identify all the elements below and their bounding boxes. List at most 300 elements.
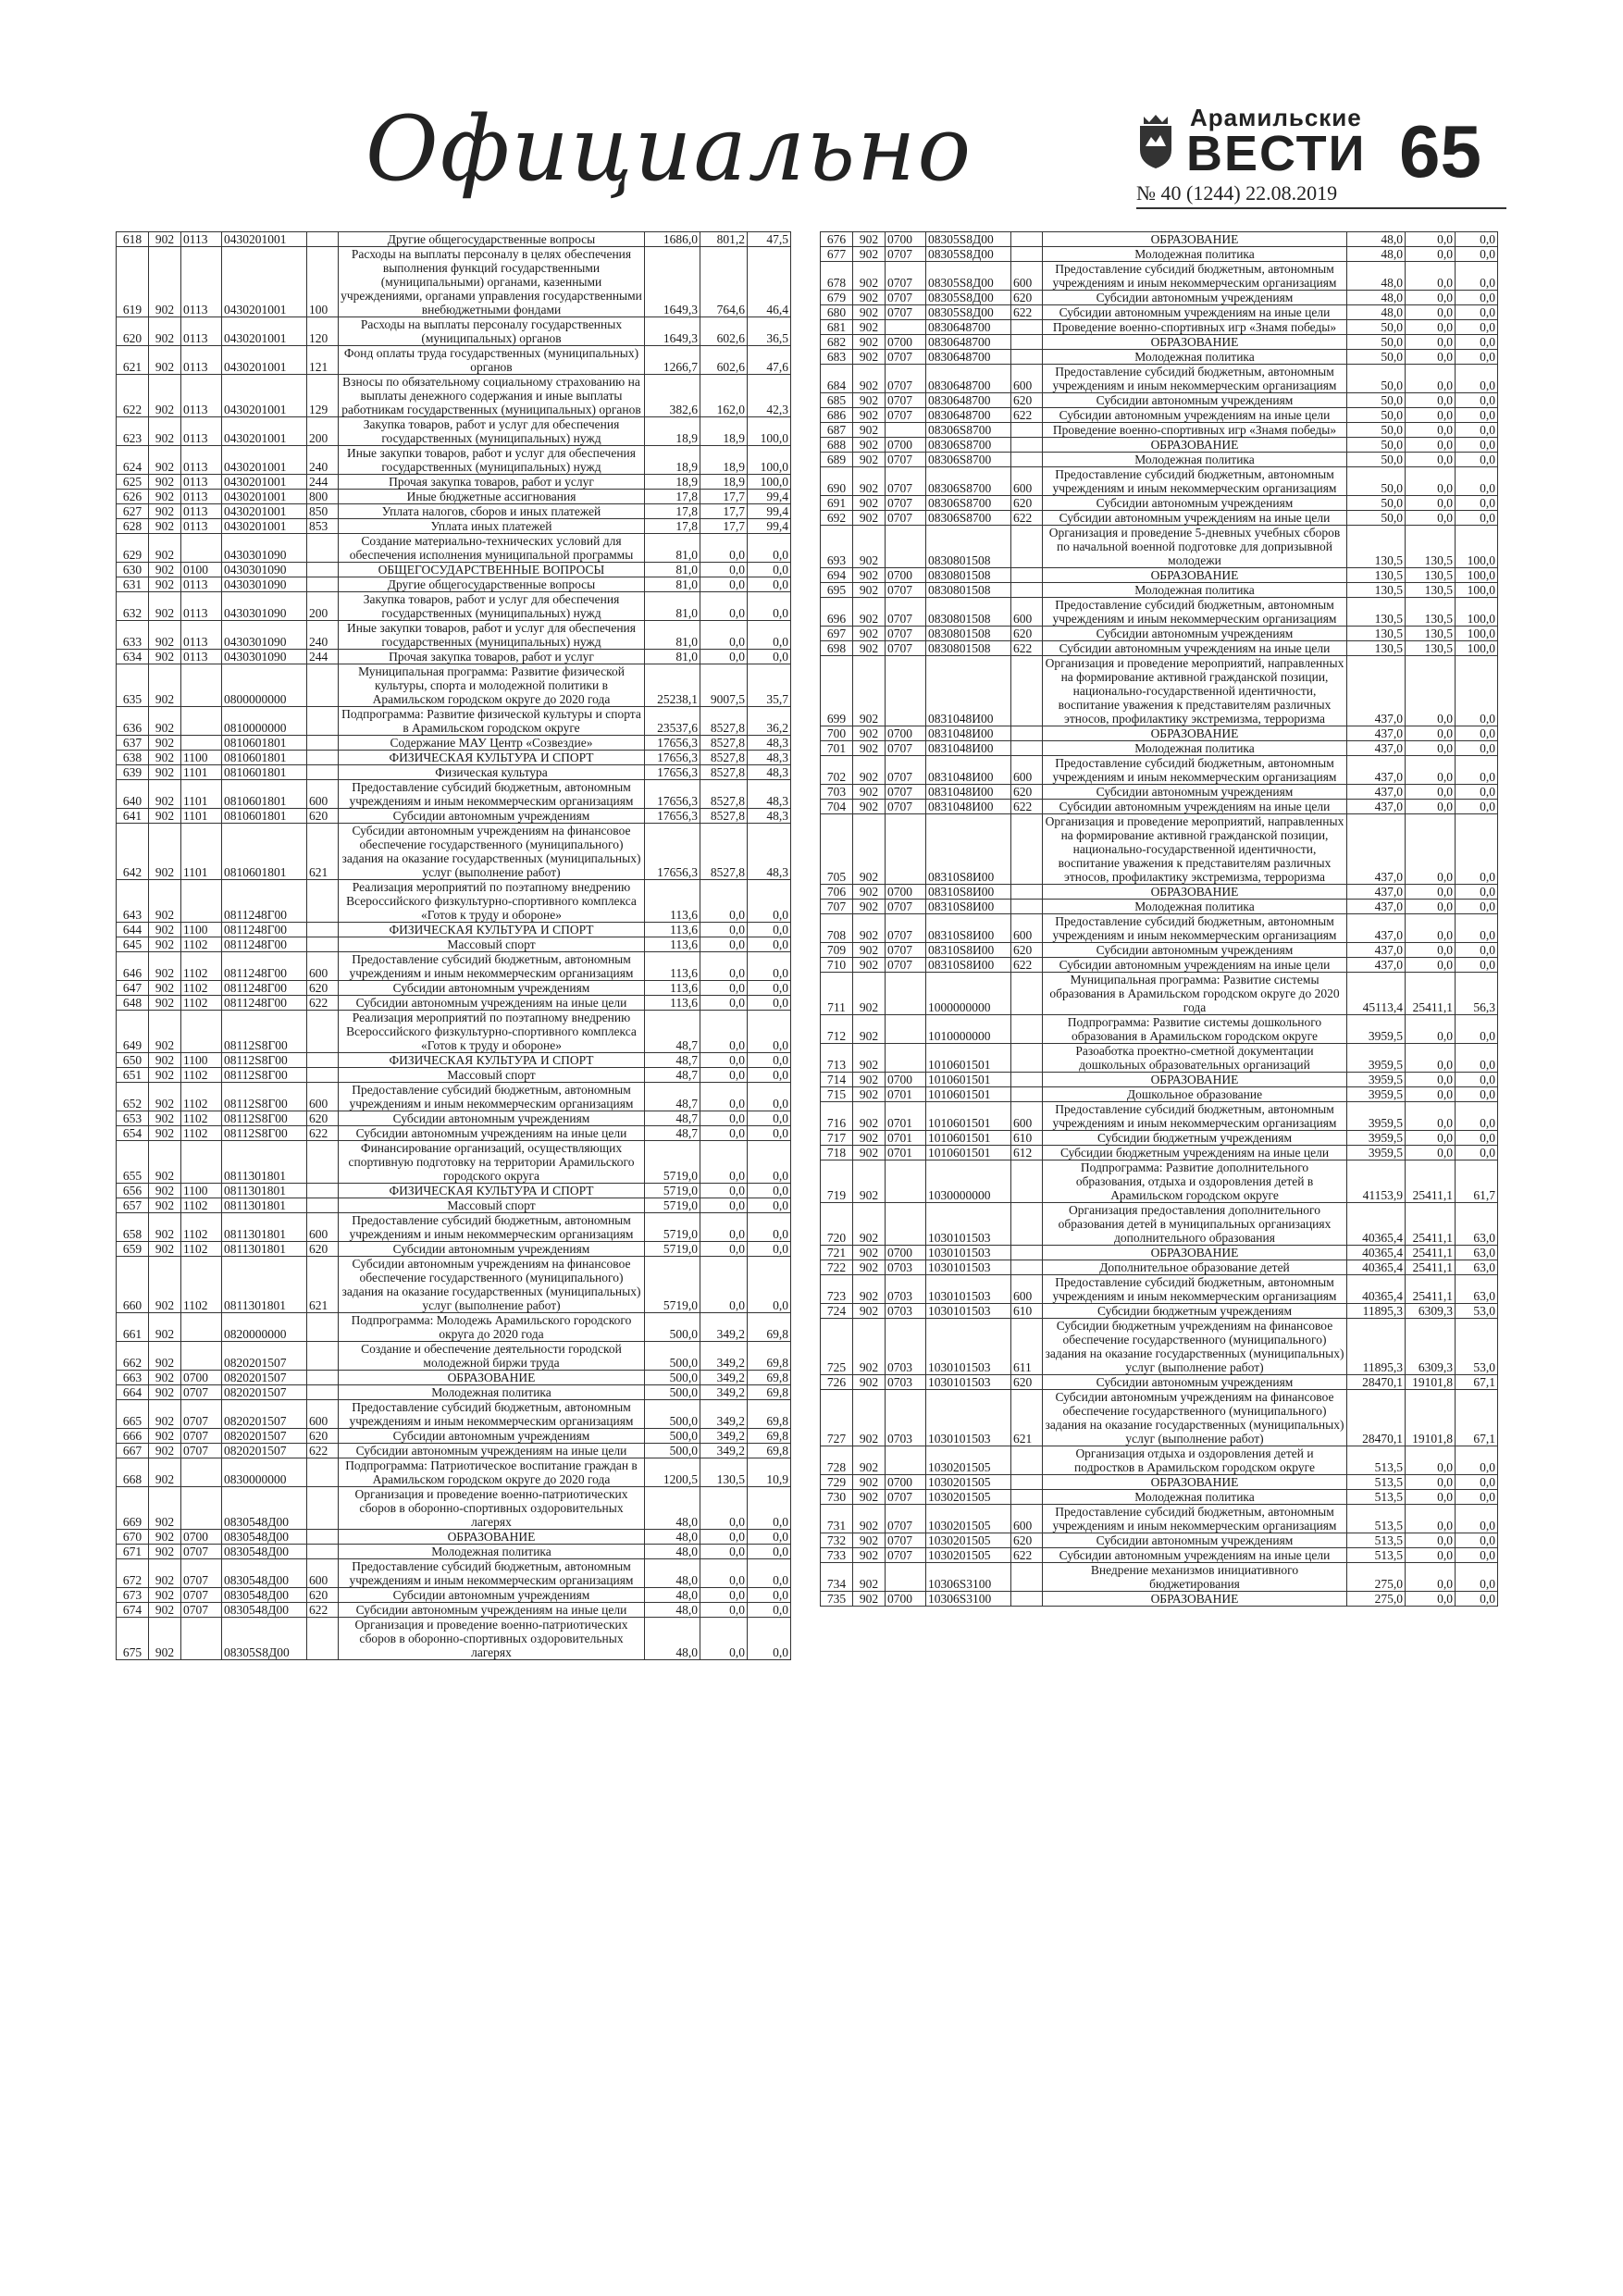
- planned-amount: 48,0: [645, 1588, 700, 1603]
- target-article-code: 0830548Д00: [222, 1603, 307, 1618]
- execution-percent: 0,0: [748, 1603, 791, 1618]
- planned-amount: 437,0: [1347, 943, 1406, 958]
- admin-code: 902: [149, 1083, 181, 1111]
- item-name: Организация и проведение военно-патриотических сборов в оборонно-спортивных оздоровительных лагерях: [339, 1618, 645, 1660]
- item-name: Внедрение механизмов инициативного бюджетирования: [1043, 1563, 1347, 1592]
- planned-amount: 17,8: [645, 519, 700, 534]
- row-number: 720: [821, 1203, 853, 1246]
- newspaper-logo: [1136, 104, 1367, 187]
- expense-type-code: 620: [307, 1588, 339, 1603]
- execution-percent: 0,0: [1456, 958, 1498, 973]
- executed-amount: 130,5: [1406, 641, 1456, 656]
- execution-percent: 63,0: [1456, 1275, 1498, 1304]
- executed-amount: 0,0: [1406, 365, 1456, 393]
- expense-type-code: 600: [1011, 914, 1043, 943]
- item-name: Реализация мероприятий по поэтапному внедрению Всероссийского физкультурно-спортивного комплекса «Готов к труду и обороне»: [339, 1011, 645, 1053]
- target-article-code: 0430301090: [222, 577, 307, 592]
- row-number: 674: [117, 1603, 149, 1618]
- executed-amount: 0,0: [700, 1198, 748, 1213]
- row-number: 628: [117, 519, 149, 534]
- target-article-code: 08306S8700: [926, 511, 1011, 526]
- table-row: [821, 656, 1498, 726]
- planned-amount: 50,0: [1347, 511, 1406, 526]
- section-code: [886, 1446, 926, 1475]
- admin-code: 902: [853, 1203, 886, 1246]
- expense-type-code: [307, 563, 339, 577]
- admin-code: 902: [149, 592, 181, 621]
- executed-amount: 801,2: [700, 232, 748, 247]
- execution-percent: 0,0: [748, 1213, 791, 1242]
- admin-code: 902: [853, 1563, 886, 1592]
- execution-percent: 0,0: [748, 1257, 791, 1313]
- execution-percent: 48,3: [748, 751, 791, 765]
- target-article-code: 08112S8Г00: [222, 1126, 307, 1141]
- item-name: ОБРАЗОВАНИЕ: [1043, 1246, 1347, 1260]
- execution-percent: 69,8: [748, 1342, 791, 1371]
- section-code: 0707: [886, 1505, 926, 1533]
- item-name: Предоставление субсидий бюджетным, автономным учреждениям и иным некоммерческим организациям: [1043, 1275, 1347, 1304]
- row-number: 716: [821, 1102, 853, 1131]
- row-number: 704: [821, 800, 853, 814]
- executed-amount: 0,0: [700, 1141, 748, 1184]
- section-code: 0703: [886, 1260, 926, 1275]
- section-code: 0707: [886, 914, 926, 943]
- admin-code: 902: [149, 1141, 181, 1184]
- execution-percent: 0,0: [1456, 305, 1498, 320]
- executed-amount: 130,5: [1406, 583, 1456, 598]
- table-row: [117, 1458, 791, 1487]
- item-name: Подпрограмма: Патриотическое воспитание граждан в Арамильском городском округе до 2020 года: [339, 1458, 645, 1487]
- row-number: 710: [821, 958, 853, 973]
- target-article-code: 0811301801: [222, 1213, 307, 1242]
- table-row: [821, 900, 1498, 914]
- section-code: 0707: [886, 627, 926, 641]
- section-code: 1102: [181, 1257, 222, 1313]
- item-name: Субсидии автономным учреждениям на иные цели: [1043, 1548, 1347, 1563]
- table-row: [821, 756, 1498, 785]
- target-article-code: 0810601801: [222, 824, 307, 880]
- table-row: [821, 641, 1498, 656]
- table-row: [117, 824, 791, 880]
- execution-percent: 0,0: [1456, 1087, 1498, 1102]
- table-row: [821, 232, 1498, 247]
- execution-percent: 0,0: [1456, 1505, 1498, 1533]
- planned-amount: 500,0: [645, 1342, 700, 1371]
- item-name: ОБРАЗОВАНИЕ: [1043, 885, 1347, 900]
- executed-amount: 0,0: [700, 1053, 748, 1068]
- expense-type-code: 620: [307, 809, 339, 824]
- planned-amount: 437,0: [1347, 814, 1406, 885]
- target-article-code: 0830648700: [926, 365, 1011, 393]
- expense-type-code: [307, 1053, 339, 1068]
- row-number: 682: [821, 335, 853, 350]
- execution-percent: 0,0: [748, 1530, 791, 1545]
- row-number: 623: [117, 417, 149, 446]
- target-article-code: 0830801508: [926, 627, 1011, 641]
- expense-type-code: [1011, 656, 1043, 726]
- admin-code: 902: [853, 1015, 886, 1044]
- execution-percent: 0,0: [748, 592, 791, 621]
- target-article-code: 1030201505: [926, 1490, 1011, 1505]
- target-article-code: 0830648700: [926, 393, 1011, 408]
- section-code: [181, 1342, 222, 1371]
- table-row: [117, 1213, 791, 1242]
- row-number: 706: [821, 885, 853, 900]
- target-article-code: 0430201001: [222, 504, 307, 519]
- planned-amount: 50,0: [1347, 320, 1406, 335]
- target-article-code: 0830801508: [926, 583, 1011, 598]
- expense-type-code: [307, 534, 339, 563]
- item-name: Субсидии автономным учреждениям на иные цели: [339, 1603, 645, 1618]
- section-code: 0707: [886, 741, 926, 756]
- execution-percent: 0,0: [748, 1141, 791, 1184]
- planned-amount: 81,0: [645, 592, 700, 621]
- expense-type-code: [1011, 350, 1043, 365]
- execution-percent: 69,8: [748, 1444, 791, 1458]
- execution-percent: 36,5: [748, 317, 791, 346]
- admin-code: 902: [149, 923, 181, 937]
- admin-code: 902: [853, 291, 886, 305]
- table-row: [117, 1313, 791, 1342]
- planned-amount: 48,0: [645, 1603, 700, 1618]
- target-article-code: 08305S8Д00: [926, 305, 1011, 320]
- row-number: 643: [117, 880, 149, 923]
- item-name: Предоставление субсидий бюджетным, автономным учреждениям и иным некоммерческим организациям: [1043, 598, 1347, 627]
- row-number: 702: [821, 756, 853, 785]
- execution-percent: 0,0: [748, 1184, 791, 1198]
- planned-amount: 130,5: [1347, 526, 1406, 568]
- section-code: 0100: [181, 563, 222, 577]
- executed-amount: 17,7: [700, 504, 748, 519]
- executed-amount: 0,0: [1406, 958, 1456, 973]
- admin-code: 902: [853, 598, 886, 627]
- row-number: 718: [821, 1146, 853, 1160]
- item-name: Субсидии автономным учреждениям на иные цели: [1043, 958, 1347, 973]
- expense-type-code: [1011, 741, 1043, 756]
- table-row: [821, 1203, 1498, 1246]
- admin-code: 902: [853, 305, 886, 320]
- planned-amount: 48,0: [645, 1545, 700, 1559]
- expense-type-code: [1011, 1073, 1043, 1087]
- row-number: 728: [821, 1446, 853, 1475]
- expense-type-code: 610: [1011, 1131, 1043, 1146]
- section-code: 0701: [886, 1102, 926, 1131]
- item-name: Молодежная политика: [1043, 453, 1347, 467]
- admin-code: 902: [853, 511, 886, 526]
- section-code: 0707: [886, 583, 926, 598]
- admin-code: 902: [149, 1126, 181, 1141]
- table-row: [117, 1184, 791, 1198]
- execution-percent: 0,0: [748, 937, 791, 952]
- executed-amount: 0,0: [700, 1242, 748, 1257]
- row-number: 691: [821, 496, 853, 511]
- table-row: [117, 1530, 791, 1545]
- row-number: 627: [117, 504, 149, 519]
- target-article-code: 0831048И00: [926, 656, 1011, 726]
- table-row: [117, 751, 791, 765]
- item-name: ОБРАЗОВАНИЕ: [1043, 335, 1347, 350]
- execution-percent: 0,0: [748, 1588, 791, 1603]
- expense-type-code: 621: [307, 824, 339, 880]
- target-article-code: 0430301090: [222, 563, 307, 577]
- section-code: 1102: [181, 1111, 222, 1126]
- row-number: 653: [117, 1111, 149, 1126]
- target-article-code: 1030201505: [926, 1475, 1011, 1490]
- row-number: 723: [821, 1275, 853, 1304]
- executed-amount: 6309,3: [1406, 1319, 1456, 1375]
- executed-amount: 0,0: [1406, 408, 1456, 423]
- executed-amount: 8527,8: [700, 707, 748, 736]
- execution-percent: 0,0: [1456, 814, 1498, 885]
- row-number: 731: [821, 1505, 853, 1533]
- execution-percent: 0,0: [1456, 656, 1498, 726]
- section-code: 0113: [181, 446, 222, 475]
- table-row: [117, 621, 791, 650]
- expense-type-code: 620: [1011, 627, 1043, 641]
- expense-type-code: 600: [307, 952, 339, 981]
- table-row: [117, 1053, 791, 1068]
- item-name: Финансирование организаций, осуществляющих спортивную подготовку на территории Арамильского городского округа: [339, 1141, 645, 1184]
- admin-code: 902: [149, 996, 181, 1011]
- executed-amount: 17,7: [700, 490, 748, 504]
- expense-type-code: [307, 1618, 339, 1660]
- execution-percent: 0,0: [748, 952, 791, 981]
- item-name: ФИЗИЧЕСКАЯ КУЛЬТУРА И СПОРТ: [339, 1053, 645, 1068]
- row-number: 648: [117, 996, 149, 1011]
- section-code: 0707: [886, 756, 926, 785]
- expense-type-code: 853: [307, 519, 339, 534]
- execution-percent: 0,0: [1456, 1044, 1498, 1073]
- item-name: Уплата иных платежей: [339, 519, 645, 534]
- admin-code: 902: [149, 1530, 181, 1545]
- table-row: [117, 765, 791, 780]
- execution-percent: 0,0: [748, 923, 791, 937]
- planned-amount: 3959,5: [1347, 1131, 1406, 1146]
- planned-amount: 81,0: [645, 577, 700, 592]
- row-number: 690: [821, 467, 853, 496]
- planned-amount: 500,0: [645, 1444, 700, 1458]
- admin-code: 902: [853, 1375, 886, 1390]
- item-name: Массовый спорт: [339, 1068, 645, 1083]
- section-code: 0113: [181, 504, 222, 519]
- table-row: [117, 952, 791, 981]
- execution-percent: 0,0: [748, 534, 791, 563]
- section-code: [181, 1313, 222, 1342]
- section-code: 1101: [181, 780, 222, 809]
- item-name: Субсидии автономным учреждениям: [1043, 943, 1347, 958]
- table-row: [821, 1015, 1498, 1044]
- table-row: [821, 1375, 1498, 1390]
- table-row: [117, 232, 791, 247]
- item-name: Массовый спорт: [339, 937, 645, 952]
- execution-percent: 0,0: [1456, 232, 1498, 247]
- admin-code: 902: [149, 1603, 181, 1618]
- section-code: [886, 814, 926, 885]
- planned-amount: 40365,4: [1347, 1260, 1406, 1275]
- item-name: Молодежная политика: [1043, 1490, 1347, 1505]
- expense-type-code: 600: [307, 1400, 339, 1429]
- item-name: Организация и проведение мероприятий, направленных на формирование активной гражданской позиции, национально-государственной идентичности, воспитание уважения к представителям различных этносов, профилактику экстремизма, терроризма: [1043, 656, 1347, 726]
- table-row: [821, 1390, 1498, 1446]
- planned-amount: 81,0: [645, 650, 700, 664]
- target-article-code: 08305S8Д00: [926, 291, 1011, 305]
- item-name: Организация и проведение мероприятий, направленных на формирование активной гражданской позиции, национально-государственной идентичности, воспитание уважения к представителям различных этносов, профилактику экстремизма, терроризма: [1043, 814, 1347, 885]
- budget-table-right-column: [820, 231, 1498, 1607]
- planned-amount: 17,8: [645, 504, 700, 519]
- executed-amount: 0,0: [1406, 291, 1456, 305]
- admin-code: 902: [149, 952, 181, 981]
- section-code: 0700: [886, 726, 926, 741]
- table-row: [117, 1342, 791, 1371]
- executed-amount: 0,0: [1406, 741, 1456, 756]
- section-code: 0707: [886, 598, 926, 627]
- expense-type-code: [307, 232, 339, 247]
- target-article-code: 08310S8И00: [926, 900, 1011, 914]
- target-article-code: 1030201505: [926, 1533, 1011, 1548]
- expense-type-code: [307, 1385, 339, 1400]
- target-article-code: 0820201507: [222, 1371, 307, 1385]
- planned-amount: 48,7: [645, 1111, 700, 1126]
- item-name: Предоставление субсидий бюджетным, автономным учреждениям и иным некоммерческим организациям: [1043, 1505, 1347, 1533]
- planned-amount: 130,5: [1347, 568, 1406, 583]
- section-code: 0707: [886, 467, 926, 496]
- admin-code: 902: [149, 1313, 181, 1342]
- executed-amount: 18,9: [700, 417, 748, 446]
- executed-amount: 0,0: [1406, 511, 1456, 526]
- section-code: [181, 1458, 222, 1487]
- table-row: [117, 1588, 791, 1603]
- planned-amount: 50,0: [1347, 467, 1406, 496]
- target-article-code: 08306S8700: [926, 423, 1011, 438]
- item-name: Субсидии автономным учреждениям на финансовое обеспечение государственного (муниципального) задания на оказание государственных (муниципальных) услуг (выполнение работ): [339, 1257, 645, 1313]
- section-code: 1100: [181, 751, 222, 765]
- table-row: [117, 1111, 791, 1126]
- table-row: [117, 809, 791, 824]
- row-number: 686: [821, 408, 853, 423]
- executed-amount: 18,9: [700, 475, 748, 490]
- expense-type-code: 600: [1011, 1275, 1043, 1304]
- planned-amount: 50,0: [1347, 438, 1406, 453]
- section-code: 0707: [181, 1588, 222, 1603]
- target-article-code: 0811248Г00: [222, 923, 307, 937]
- expense-type-code: [307, 937, 339, 952]
- table-row: [821, 785, 1498, 800]
- item-name: ОБЩЕГОСУДАРСТВЕННЫЕ ВОПРОСЫ: [339, 563, 645, 577]
- table-row: [821, 291, 1498, 305]
- executed-amount: 0,0: [1406, 1505, 1456, 1533]
- planned-amount: 437,0: [1347, 885, 1406, 900]
- section-code: 0707: [181, 1429, 222, 1444]
- item-name: Субсидии автономным учреждениям: [339, 1429, 645, 1444]
- executed-amount: 349,2: [700, 1371, 748, 1385]
- admin-code: 902: [149, 317, 181, 346]
- planned-amount: 3959,5: [1347, 1102, 1406, 1131]
- executed-amount: 0,0: [1406, 438, 1456, 453]
- target-article-code: 08306S8700: [926, 438, 1011, 453]
- execution-percent: 61,7: [1456, 1160, 1498, 1203]
- table-row: [117, 490, 791, 504]
- section-code: 0113: [181, 317, 222, 346]
- table-row: [117, 317, 791, 346]
- table-row: [117, 780, 791, 809]
- section-code: 0707: [886, 785, 926, 800]
- section-code: [181, 534, 222, 563]
- admin-code: 902: [149, 563, 181, 577]
- execution-percent: 69,8: [748, 1313, 791, 1342]
- target-article-code: 08112S8Г00: [222, 1111, 307, 1126]
- item-name: Молодежная политика: [339, 1545, 645, 1559]
- admin-code: 902: [853, 1275, 886, 1304]
- target-article-code: 0810601801: [222, 765, 307, 780]
- executed-amount: 0,0: [1406, 247, 1456, 262]
- expense-type-code: 600: [1011, 365, 1043, 393]
- executed-amount: 0,0: [1406, 656, 1456, 726]
- planned-amount: 437,0: [1347, 726, 1406, 741]
- admin-code: 902: [853, 814, 886, 885]
- section-code: [181, 1141, 222, 1184]
- executed-amount: 0,0: [700, 996, 748, 1011]
- executed-amount: 0,0: [1406, 814, 1456, 885]
- row-number: 679: [821, 291, 853, 305]
- execution-percent: 100,0: [1456, 641, 1498, 656]
- executed-amount: 0,0: [1406, 1102, 1456, 1131]
- row-number: 666: [117, 1429, 149, 1444]
- executed-amount: 0,0: [1406, 496, 1456, 511]
- expense-type-code: [307, 1458, 339, 1487]
- expense-type-code: 600: [1011, 262, 1043, 291]
- admin-code: 902: [853, 1160, 886, 1203]
- executed-amount: 0,0: [700, 937, 748, 952]
- planned-amount: 17,8: [645, 490, 700, 504]
- expense-type-code: [307, 1011, 339, 1053]
- executed-amount: 0,0: [700, 1126, 748, 1141]
- section-code: 1100: [181, 1184, 222, 1198]
- expense-type-code: 240: [307, 621, 339, 650]
- item-name: Иные бюджетные ассигнования: [339, 490, 645, 504]
- execution-percent: 0,0: [1456, 1548, 1498, 1563]
- row-number: 637: [117, 736, 149, 751]
- section-code: 0700: [886, 568, 926, 583]
- execution-percent: 0,0: [748, 1198, 791, 1213]
- table-row: [821, 320, 1498, 335]
- row-number: 681: [821, 320, 853, 335]
- execution-percent: 0,0: [1456, 1131, 1498, 1146]
- target-article-code: 1000000000: [926, 973, 1011, 1015]
- execution-percent: 0,0: [748, 621, 791, 650]
- row-number: 719: [821, 1160, 853, 1203]
- expense-type-code: [307, 765, 339, 780]
- item-name: Субсидии автономным учреждениям: [1043, 785, 1347, 800]
- planned-amount: 45113,4: [1347, 973, 1406, 1015]
- item-name: Взносы по обязательному социальному страхованию на выплаты денежного содержания и иные выплаты работникам государственных (муниципальных) органов: [339, 375, 645, 417]
- planned-amount: 81,0: [645, 563, 700, 577]
- expense-type-code: [307, 1313, 339, 1342]
- target-article-code: 0811301801: [222, 1198, 307, 1213]
- expense-type-code: [1011, 814, 1043, 885]
- planned-amount: 40365,4: [1347, 1246, 1406, 1260]
- target-article-code: 1030201505: [926, 1505, 1011, 1533]
- execution-percent: 0,0: [1456, 1563, 1498, 1592]
- admin-code: 902: [853, 1319, 886, 1375]
- expense-type-code: 240: [307, 446, 339, 475]
- section-code: 0701: [886, 1146, 926, 1160]
- target-article-code: 1030101503: [926, 1246, 1011, 1260]
- row-number: 659: [117, 1242, 149, 1257]
- row-number: 620: [117, 317, 149, 346]
- row-number: 638: [117, 751, 149, 765]
- page-number: 65: [1399, 110, 1481, 192]
- row-number: 658: [117, 1213, 149, 1242]
